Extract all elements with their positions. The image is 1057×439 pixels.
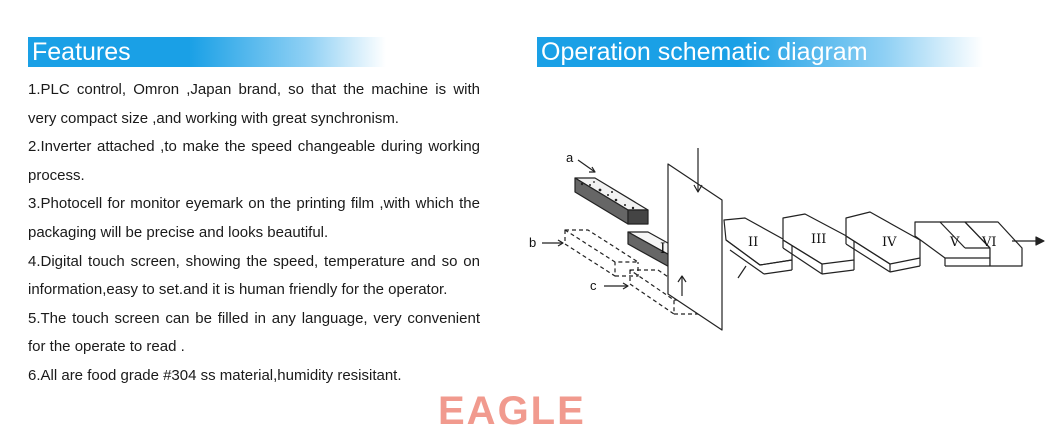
station-label: III xyxy=(811,232,827,247)
station-label: V xyxy=(950,235,960,250)
feature-item: 4.Digital touch screen, showing the speed, temperature and so on information,easy to set.and it is human friendly for the operator. xyxy=(28,252,480,299)
label-a: a xyxy=(566,150,574,165)
schematic-header: Operation schematic diagram xyxy=(537,37,983,67)
operation-schematic-diagram xyxy=(520,140,1050,340)
station-label: II xyxy=(748,235,759,250)
features-list xyxy=(28,76,480,391)
feature-item: 6.All are food grade #304 ss material,humidity resisitant. xyxy=(28,366,402,384)
feature-item: 3.Photocell for monitor eyemark on the printing film ,with which the packaging will be precise and looks beautiful. xyxy=(28,195,480,241)
eagle-logo-watermark: EAGLE xyxy=(438,389,586,433)
film-sheet xyxy=(668,164,722,330)
station-label: IV xyxy=(882,235,897,250)
station-label: I xyxy=(660,241,666,257)
features-header: Features xyxy=(28,37,386,67)
label-b: b xyxy=(529,235,537,250)
exit-arrow-head xyxy=(1036,237,1044,245)
feature-item: 5.The touch screen can be filled in any language, very convenient for the operate to read . xyxy=(28,309,480,356)
feature-item: 1.PLC control, Omron ,Japan brand, so that the machine is with very compact size ,and working with great synchronism. xyxy=(28,81,480,127)
dashed-tray-b xyxy=(565,230,638,276)
feature-item: 2.Inverter attached ,to make the speed changeable during working process. xyxy=(28,138,480,184)
label-c: c xyxy=(590,278,597,293)
product-block-a xyxy=(575,178,648,224)
station-label: VI xyxy=(982,235,997,250)
pouch-station-v-vi xyxy=(915,222,1022,266)
pointer-arrow-a xyxy=(578,160,595,172)
